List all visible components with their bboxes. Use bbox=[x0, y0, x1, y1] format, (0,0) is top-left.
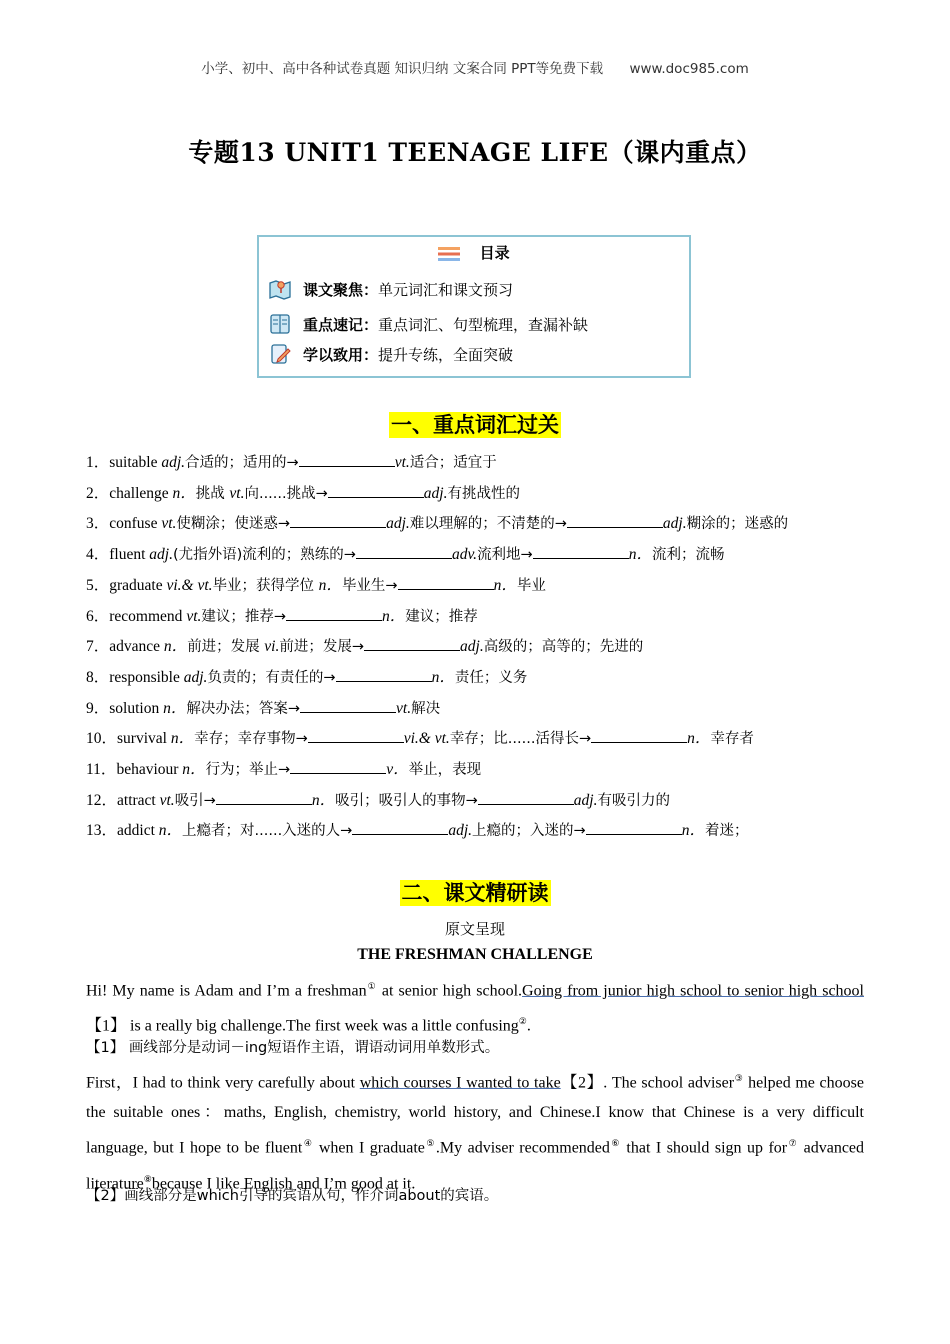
vocab-item: 3．confuse vt.使糊涂；使迷惑→ adj.难以理解的；不清楚的→ adj.糊涂的；迷惑的 bbox=[86, 515, 789, 533]
paragraph-1: Hi! My name is Adam and I’m a freshman① at senior high school.Going from junior high school to senior high school【1】 is a really big challenge.The first week was a little confusing②. bbox=[86, 981, 864, 1035]
banner-text: 小学、初中、高中各种试卷真题 知识归纳 文案合同 PPT等免费下载 bbox=[201, 61, 604, 77]
section-heading-vocabulary: 一、重点词汇过关 bbox=[391, 413, 559, 437]
vocabulary-list bbox=[86, 448, 876, 847]
answer-blank[interactable] bbox=[352, 820, 448, 835]
toc-row-review[interactable]: 重点速记： 重点词汇、句型梳理，查漏补缺 bbox=[267, 311, 588, 337]
banner-url[interactable]: www.doc985.com bbox=[629, 61, 749, 77]
list-icon bbox=[438, 246, 460, 262]
map-icon bbox=[267, 276, 293, 302]
answer-blank[interactable] bbox=[299, 452, 395, 467]
vocab-item: 11．behaviour n．行为；举止→ v．举止，表现 bbox=[86, 761, 482, 779]
original-text-caption: 原文呈现 bbox=[444, 920, 505, 938]
book-icon bbox=[267, 311, 293, 337]
note-1: 【1】 画线部分是动词－ing短语作主语，谓语动词用单数形式。 bbox=[86, 1040, 500, 1056]
paragraph-2: First，I had to think very carefully about which courses I wanted to take【2】. The school adviser③ helped me choose the suitable ones：maths, English, chemistry, world history, and Chinese.I know that Chinese is a very difficult language, but I hope to be fluent④ when I graduate⑤.My adviser recommended⑥ that I should sign up for⑦ advanced literature⑧because I like English and I’m good at it. bbox=[86, 1073, 865, 1192]
vocab-item: 5．graduate vi.& vt.毕业；获得学位 n．毕业生→ n．毕业 bbox=[86, 576, 546, 594]
underlined-clause: which courses I wanted to take bbox=[359, 1074, 561, 1092]
table-of-contents bbox=[257, 235, 691, 378]
vocab-item: 10．survival n．幸存；幸存事物→ vi.& vt.幸存；比......活得长→ n．幸存者 bbox=[86, 730, 754, 748]
vocab-item: 9．solution n．解决办法；答案→ vt.解决 bbox=[86, 699, 441, 717]
vocab-item: 6．recommend vt.建议；推荐→ n．建议；推荐 bbox=[86, 607, 478, 625]
edit-icon bbox=[267, 341, 293, 367]
vocab-item: 12．attract vt.吸引→ n．吸引；吸引人的事物→ adj.有吸引力的 bbox=[86, 791, 670, 809]
answer-blank[interactable] bbox=[533, 544, 629, 559]
toc-row-focus[interactable]: 课文聚焦： 单元词汇和课文预习 bbox=[267, 276, 513, 302]
note-marker: 【2】 bbox=[560, 1074, 604, 1092]
vocab-item: 13．addict n．上瘾者；对......入迷的人→ adj.上瘾的；入迷的→ n．着迷； bbox=[86, 822, 749, 840]
vocab-item: 8．responsible adj.负责的；有责任的→ n．责任；义务 bbox=[86, 668, 528, 686]
toc-row-practice[interactable]: 学以致用： 提升专练，全面突破 bbox=[267, 341, 513, 367]
answer-blank[interactable] bbox=[300, 698, 396, 713]
section-heading-reading: 二、课文精研读 bbox=[401, 881, 549, 905]
answer-blank[interactable] bbox=[286, 606, 382, 621]
answer-blank[interactable] bbox=[336, 667, 432, 682]
answer-blank[interactable] bbox=[398, 575, 494, 590]
note-marker: 【1】 bbox=[86, 1017, 127, 1035]
answer-blank[interactable] bbox=[216, 790, 312, 805]
answer-blank[interactable] bbox=[478, 790, 574, 805]
answer-blank[interactable] bbox=[591, 728, 687, 743]
answer-blank[interactable] bbox=[308, 728, 404, 743]
vocab-item: 4．fluent adj.(尤指外语)流利的；熟练的→ adv.流利地→ n．流利；流畅 bbox=[86, 546, 725, 564]
toc-heading: 目录 bbox=[259, 242, 689, 263]
answer-blank[interactable] bbox=[364, 636, 460, 651]
page-title: 专题13 UNIT1 TEENAGE LIFE（课内重点） bbox=[188, 138, 762, 167]
underlined-phrase: Going from junior high school to senior high school bbox=[522, 982, 864, 1000]
note-2: 【2】画线部分是which引导的宾语从句，作介词about的宾语。 bbox=[86, 1188, 499, 1204]
vocab-item: 1．suitable adj.合适的；适用的→ vt.适合；适宜于 bbox=[86, 454, 497, 471]
header-banner bbox=[0, 57, 950, 77]
vocab-item: 2．challenge n．挑战 vt.向......挑战→ adj.有挑战性的 bbox=[86, 484, 520, 502]
answer-blank[interactable] bbox=[567, 513, 663, 528]
vocab-item: 7．advance n．前进；发展 vi.前进；发展→ adj.高级的；高等的；先进的 bbox=[86, 638, 644, 656]
answer-blank[interactable] bbox=[328, 483, 424, 498]
answer-blank[interactable] bbox=[290, 513, 386, 528]
answer-blank[interactable] bbox=[356, 544, 452, 559]
answer-blank[interactable] bbox=[586, 820, 682, 835]
reading-title: THE FRESHMAN CHALLENGE bbox=[357, 946, 593, 963]
answer-blank[interactable] bbox=[290, 759, 386, 774]
